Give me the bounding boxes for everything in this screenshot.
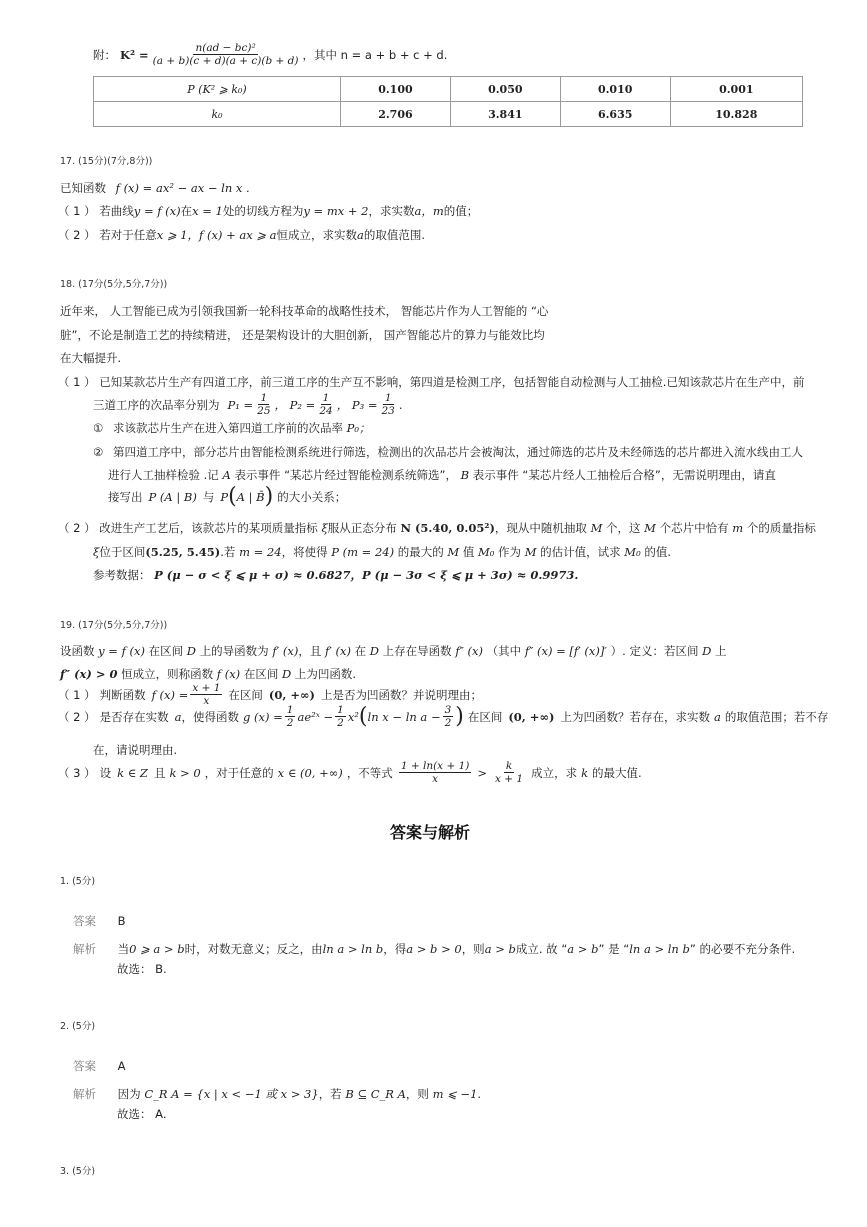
q19-part2-line2: 在，请说明理由. (93, 743, 178, 757)
q19-heading: 19. (17分(5分,5分,7分)) (60, 620, 168, 631)
fraction (317, 392, 334, 417)
table-cell: 6.635 (560, 102, 670, 127)
math-expr: (5.25, 5.45) (145, 545, 221, 559)
math-expr: f′ (x) (324, 644, 351, 658)
answer2-heading: 2. (5分) (60, 1021, 96, 1032)
text: ，不等式 (346, 765, 393, 780)
math-expr: M₀ (478, 545, 495, 559)
explanation-label: 解析 (73, 942, 96, 956)
text: 因为 (117, 1087, 141, 1101)
math-expr: M (447, 545, 460, 559)
table-cell: 10.828 (670, 102, 802, 127)
text: ” 是 “ (598, 942, 630, 956)
answer1-row (73, 913, 126, 929)
table-cell: 0.010 (560, 77, 670, 102)
answer2-explanation-line2: 故选： A. (117, 1107, 167, 1121)
text: 表示事件 “某芯片经人工抽检后合格”，无需说明理由，请直 (472, 468, 776, 482)
denominator: 2 (444, 717, 452, 729)
paren-right: ) (455, 704, 464, 729)
part-number: （ 3 ） (58, 765, 96, 780)
math-expr: ln a > ln b (629, 942, 690, 956)
text: 恒成立，则称函数 (121, 667, 214, 681)
table-cell: 3.841 (450, 102, 560, 127)
answer1-explanation-line2: 故选： B. (117, 962, 167, 976)
table-cell: 0.050 (450, 77, 560, 102)
answers-title: 答案与解析 (390, 823, 471, 842)
text: 的最大的 (397, 545, 444, 559)
text: 在区间 (243, 667, 279, 681)
math-expr: B (460, 468, 470, 482)
math-expr: N (5.40, 0.05²) (400, 521, 495, 535)
q18-sub1 (93, 420, 370, 436)
math-expr: k > 0 (169, 765, 201, 780)
math-expr: f″ (x) > 0 (60, 667, 118, 681)
text: 的取值范围. (363, 228, 426, 242)
text: 在 (180, 204, 193, 218)
math-expr: f (x) = ax² − ax − ln x . (115, 181, 250, 195)
text: 上为凹函数？若存在，求实数 (560, 709, 710, 724)
text: 已知某款芯片生产有四道工序，前三道工序的生产互不影响，第四道是检测工序，包括智能自动检测与人工抽检.已知该款芯片在生产中，前 (99, 375, 805, 389)
math-expr: ξ (93, 545, 100, 559)
text: 位于区间 (99, 545, 146, 559)
part-number: （ 2 ） (58, 709, 96, 724)
table-row (94, 102, 803, 127)
table-cell: 0.100 (341, 77, 451, 102)
text: 求该款芯片生产在进入第四道工序前的次品率 (112, 421, 343, 435)
table-row-label: k₀ (94, 102, 341, 127)
math-expr: P (220, 489, 229, 504)
math-expr: P (m = 24) (331, 545, 395, 559)
q19-part2 (58, 704, 828, 729)
text: 的最大值. (592, 765, 642, 780)
text: ）. 定义：若区间 (610, 644, 699, 658)
text: 若对于任意 (99, 228, 157, 242)
text: 的值； (443, 204, 479, 218)
text: 的值. (644, 545, 671, 559)
text: 的大小关系； (277, 489, 347, 504)
math-expr: > (477, 765, 487, 780)
math-expr: (0, +∞) (268, 687, 315, 702)
k2-fraction (151, 42, 301, 67)
text: 设 (99, 765, 112, 780)
formula-tail: ，其中 n = a + b + c + d. (302, 47, 448, 62)
q19-stem-line2 (60, 666, 356, 682)
numerator: 1 (260, 392, 268, 404)
math-expr: C_R A = {x | x < −1 或 x > 3} (144, 1087, 319, 1101)
denominator: 2 (286, 717, 294, 729)
math-expr: f (x) (216, 667, 241, 681)
paren-left: ( (358, 704, 368, 729)
text: 上 (715, 644, 727, 658)
circled-number: ① (93, 421, 104, 435)
text: 设函数 (60, 644, 95, 658)
math-expr: y = f (x) (98, 644, 145, 658)
q18-intro-line3: 在大幅提升. (60, 351, 122, 365)
table-cell: 2.706 (341, 102, 451, 127)
math-expr: P (A | B) (148, 489, 197, 504)
fraction (285, 704, 296, 729)
math-expr: a，m (414, 204, 444, 218)
text: 在区间 (467, 709, 503, 724)
part-number: （ 1 ） (58, 204, 96, 218)
text: ，现从中随机抽取 (494, 521, 587, 535)
math-expr: M (524, 545, 537, 559)
math-expr: ， P₂ = (274, 397, 316, 412)
q19-part3 (58, 760, 642, 785)
math-expr: x = 1 (192, 204, 223, 218)
answer1-explanation-line1 (73, 941, 795, 957)
formula-lhs: K² = (120, 47, 149, 62)
fraction (493, 760, 525, 785)
math-expr: ln x − ln a − (367, 709, 441, 724)
math-expr: A (222, 468, 231, 482)
q18-sub2-line2 (108, 467, 776, 483)
math-expr: M (590, 521, 603, 535)
circled-number: ② (93, 445, 104, 459)
text: 上为凹函数. (294, 667, 357, 681)
text: 进行人工抽样检验 .记 (108, 468, 219, 482)
text: 在区间 (148, 644, 184, 658)
q18-part1-line1 (58, 374, 804, 390)
math-expr: m ⩽ −1 (432, 1087, 478, 1101)
math-expr: B ⊆ C_R A (345, 1087, 406, 1101)
math-expr: a > b (484, 942, 516, 956)
text: 上的导函数为 (199, 644, 269, 658)
math-expr: P₀； (346, 421, 371, 435)
math-expr: f′ (x) (272, 644, 299, 658)
numerator: 1 (286, 704, 294, 716)
text: ，且 (298, 644, 322, 658)
k-critical-table (93, 76, 803, 127)
math-expr: P (μ − σ < ξ ⩽ μ + σ) ≈ 0.6827，P (μ − 3σ < ξ ⩽ μ + 3σ) ≈ 0.9973. (154, 568, 579, 582)
denominator: x (203, 695, 210, 707)
math-expr: (0, +∞) (508, 709, 555, 724)
math-expr: m = 24 (239, 545, 282, 559)
math-expr: a (174, 709, 182, 724)
q18-intro-line1: 近年来， 人工智能已成为引领我国新一轮科技革命的战略性技术， 智能芯片作为人工智能的 “心 (60, 304, 549, 318)
math-expr: M (644, 521, 656, 535)
math-expr: A | B̄ (236, 489, 265, 504)
part-number: （ 1 ） (58, 375, 96, 389)
text: 成立. 故 “ (515, 942, 568, 956)
q17-part2 (58, 227, 425, 243)
math-expr: a (357, 228, 364, 242)
numerator: k (505, 760, 513, 772)
math-expr: D (186, 644, 197, 658)
q18-reference-data (93, 567, 578, 583)
q18-heading: 18. (17分(5分,5分,7分)) (60, 279, 168, 290)
math-expr: ln a > ln b (322, 942, 384, 956)
text: 第四道工序中，部分芯片由智能检测系统进行筛选，检测出的次品芯片会被淘汰，通过筛选的芯片及未经筛选的芯片都进入流水线由工人 (112, 445, 803, 459)
fraction (379, 392, 396, 417)
fraction (255, 392, 272, 417)
text: ，求实数 (368, 204, 415, 218)
answer3-heading: 3. (5分) (60, 1166, 96, 1177)
math-expr: D (369, 644, 380, 658)
math-expr: f (x) = (151, 687, 189, 702)
math-expr: ae²ˣ − (297, 709, 334, 724)
math-expr: ， P₃ = (336, 397, 378, 412)
denominator: 24 (319, 405, 333, 417)
table-header-label: P (K² ⩾ k₀) (94, 77, 341, 102)
math-expr: ξ (321, 521, 328, 535)
denominator: 25 (257, 405, 271, 417)
appendix-formula (93, 42, 447, 67)
text: 是否存在实数 (99, 709, 169, 724)
text: 上存在导函数 (382, 644, 452, 658)
text: 服从正态分布 (327, 521, 397, 535)
text: 个，这 (606, 521, 641, 535)
text: 已知函数 (60, 181, 106, 195)
denominator: x + 1 (495, 773, 524, 785)
text: ，使得函数 (181, 709, 239, 724)
paren-right: ) (264, 484, 274, 509)
text: ，若 (318, 1087, 342, 1101)
k2-denominator: (a + b)(c + d)(a + c)(b + d) (152, 55, 299, 67)
paren-left: ( (228, 484, 237, 509)
math-expr: a > b > 0 (406, 942, 462, 956)
math-expr: 0 ⩾ a > b (129, 942, 185, 956)
text: 改进生产工艺后，该款芯片的某项质量指标 (99, 521, 318, 535)
numerator: 1 + ln(x + 1) (400, 760, 470, 772)
numerator: 1 (322, 392, 330, 404)
denominator: x (432, 773, 439, 785)
numerator: x + 1 (192, 682, 221, 694)
text: 在区间 (228, 687, 263, 702)
text: 在 (354, 644, 367, 658)
q18-part1-line2 (93, 392, 403, 417)
q19-stem-line1 (60, 643, 727, 659)
math-expr: g (x) = (243, 709, 283, 724)
math-expr: k (581, 765, 589, 780)
q17-heading: 17. (15分)(7分,8分)) (60, 156, 153, 167)
text: ，对于任意的 (204, 765, 274, 780)
text: ，将使得 (281, 545, 328, 559)
text: 个的质量指标 (746, 521, 816, 535)
answer2-row (73, 1058, 126, 1074)
text: 上是否为凹函数？并说明理由； (321, 687, 482, 702)
denominator: 2 (337, 717, 344, 729)
numerator: 1 (384, 392, 392, 404)
answer-value: A (117, 1059, 126, 1073)
answer-label: 答案 (73, 1059, 96, 1073)
text: 的估计值，试求 (540, 545, 621, 559)
text: ，则 (461, 942, 485, 956)
text: . (477, 1087, 482, 1101)
math-expr: a > b (567, 942, 599, 956)
k2-numerator: n(ad − bc)² (195, 42, 256, 54)
fraction (399, 760, 472, 785)
math-expr: M₀ (624, 545, 641, 559)
text: 值 (462, 545, 475, 559)
text: 作为 (498, 545, 522, 559)
appendix-prefix: 附： (93, 47, 116, 62)
text: 的取值范围；若不存 (724, 709, 829, 724)
math-expr: y = mx + 2 (303, 204, 369, 218)
math-expr: k ∈ Z (117, 765, 148, 780)
text: 且 (153, 765, 166, 780)
table-row (94, 77, 803, 102)
numerator: 1 (337, 704, 344, 716)
q18-part2-line1 (58, 520, 816, 536)
math-expr: D (702, 644, 712, 658)
explanation-label: 解析 (73, 1087, 96, 1101)
part-number: （ 1 ） (58, 687, 96, 702)
fraction (443, 704, 454, 729)
text: 接写出 (108, 489, 143, 504)
text: 成立，求 (531, 765, 578, 780)
text: .若 (220, 545, 236, 559)
math-expr: P₁ = (227, 397, 254, 412)
q17-part1 (58, 203, 478, 219)
numerator: 3 (444, 704, 452, 716)
text: 与 (202, 489, 215, 504)
text: 时，对数无意义；反之，由 (184, 942, 323, 956)
answer-value: B (117, 914, 126, 928)
part-number: （ 2 ） (58, 228, 96, 242)
text: ” 的必要不充分条件. (689, 942, 796, 956)
text: 当 (117, 942, 130, 956)
math-expr: f″ (x) = [f′ (x)]′ (524, 644, 607, 658)
q18-part2-line2 (93, 544, 671, 560)
math-expr: m (732, 521, 744, 535)
text: 恒成立，求实数 (276, 228, 358, 242)
text: 判断函数 (99, 687, 146, 702)
text: ，则 (405, 1087, 429, 1101)
math-expr: x ∈ (0, +∞) (277, 765, 343, 780)
q18-sub2-line1 (93, 444, 803, 460)
math-expr: f″ (x) (455, 644, 483, 658)
denominator: 23 (381, 405, 395, 417)
q18-sub2-line3 (108, 484, 346, 509)
text: 三道工序的次品率分别为 (93, 397, 220, 412)
text: 表示事件 “某芯片经过智能检测系统筛选”， (234, 468, 458, 482)
text: 个芯片中恰有 (659, 521, 729, 535)
answer2-explanation-line1 (73, 1086, 481, 1102)
math-expr: a (713, 709, 721, 724)
math-expr: y = f (x) (133, 204, 181, 218)
math-expr: x² (347, 709, 359, 724)
q18-intro-line2: 脏”，不论是制造工艺的持续精进， 还是架构设计的大胆创新， 国产智能芯片的算力与能效比均 (60, 328, 545, 342)
q17-stem (60, 180, 250, 196)
math-expr: D (281, 667, 292, 681)
text: . (398, 397, 403, 412)
text: （其中 (486, 644, 522, 658)
text: 参考数据： (93, 568, 151, 582)
math-expr: x ⩾ 1，f (x) + ax ⩾ a (156, 228, 277, 242)
table-cell: 0.001 (670, 77, 802, 102)
part-number: （ 2 ） (58, 521, 96, 535)
text: ，得 (383, 942, 407, 956)
text: 若曲线 (99, 204, 134, 218)
answer-label: 答案 (73, 914, 96, 928)
answer1-heading: 1. (5分) (60, 876, 96, 887)
fraction (335, 704, 346, 729)
text: 处的切线方程为 (222, 204, 304, 218)
